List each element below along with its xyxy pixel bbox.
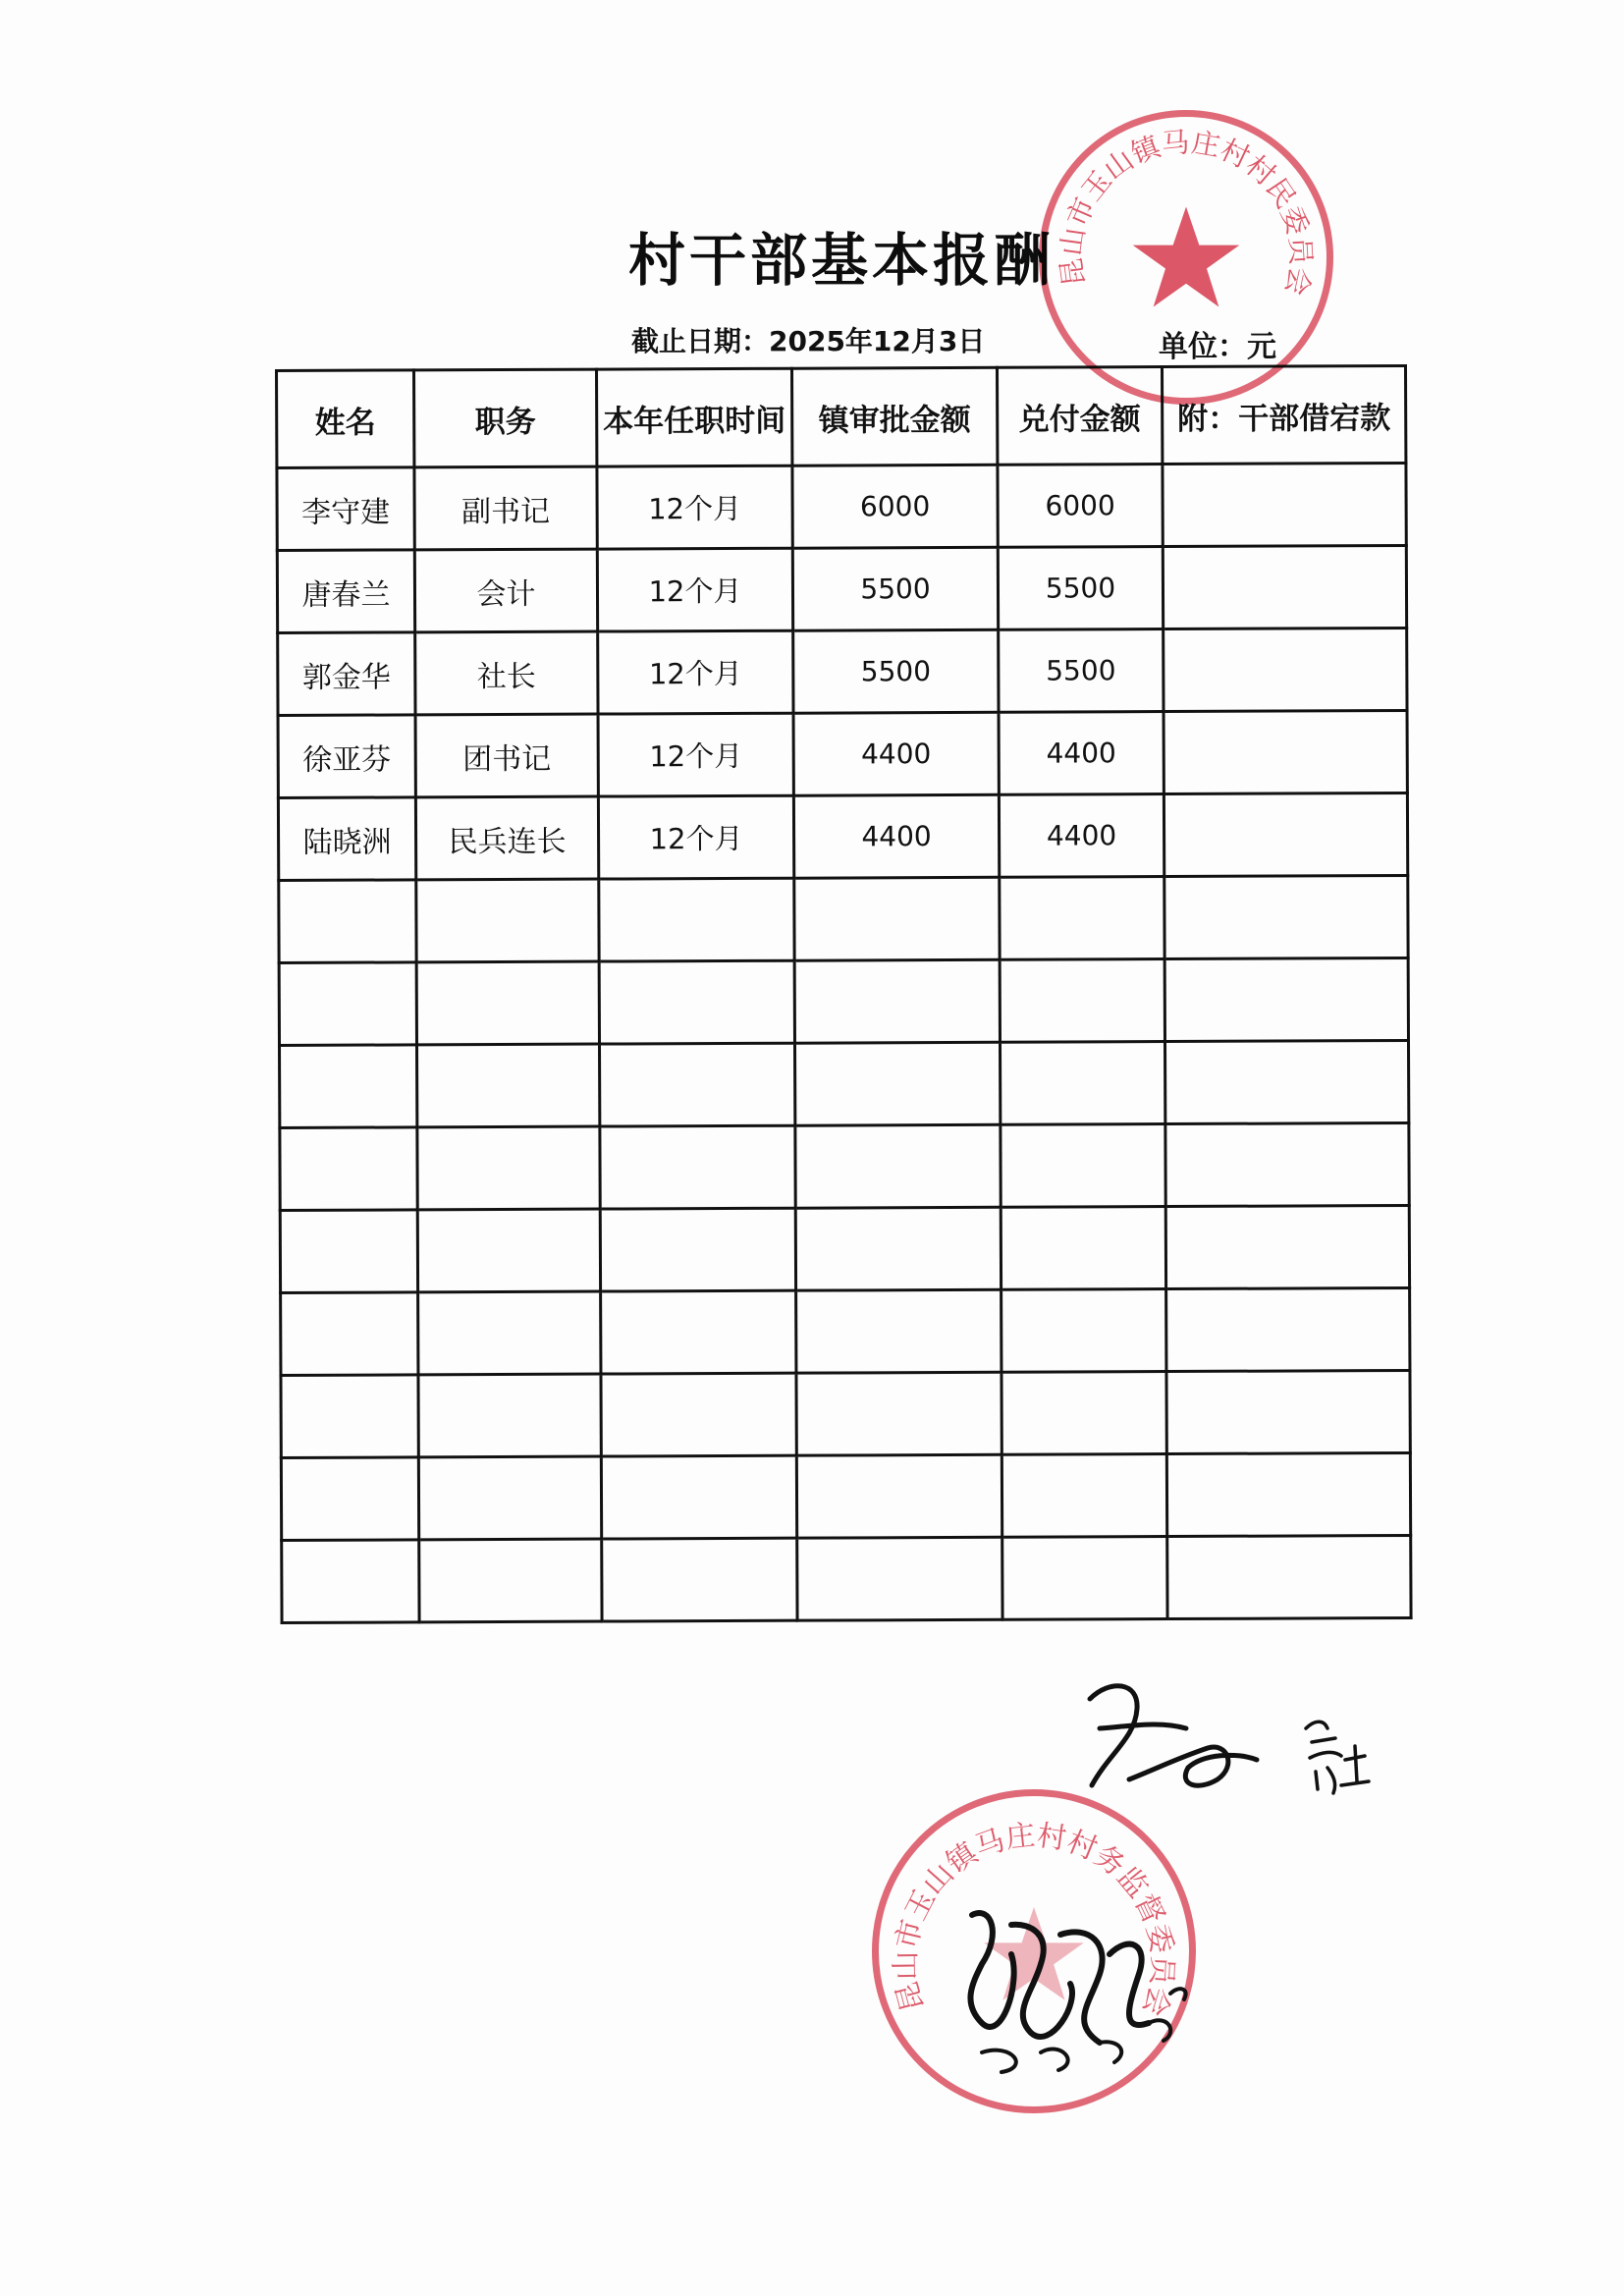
empty-cell (1001, 1124, 1165, 1208)
empty-cell (281, 1457, 418, 1541)
cell-loan (1164, 793, 1407, 876)
empty-cell (279, 880, 416, 963)
cell-name: 唐春兰 (277, 550, 414, 633)
empty-cell (1000, 959, 1164, 1043)
empty-cell (795, 1124, 1001, 1208)
cell-position: 民兵连长 (415, 796, 598, 880)
seal-graphic (1046, 117, 1326, 398)
table-row (278, 710, 1407, 797)
empty-cell (418, 1456, 601, 1540)
cell-name: 李守建 (277, 467, 414, 551)
empty-cell (602, 1538, 797, 1621)
cell-loan (1163, 545, 1406, 629)
cell-approved: 4400 (793, 794, 999, 878)
cell-term: 12个月 (597, 548, 792, 631)
empty-cell (282, 1540, 419, 1623)
empty-cell (796, 1289, 1001, 1373)
empty-cell (600, 1208, 795, 1291)
empty-cell (1166, 1287, 1410, 1371)
currency-unit: 单位：元 (1159, 330, 1276, 364)
cell-paid: 5500 (999, 629, 1164, 713)
header-term: 本年任职时间 (597, 368, 792, 466)
empty-cell (417, 1044, 600, 1127)
empty-cell (418, 1291, 601, 1375)
empty-cell (1166, 1370, 1410, 1453)
empty-cell (281, 1375, 418, 1458)
cell-approved: 5500 (792, 547, 998, 630)
cell-approved: 4400 (793, 712, 999, 795)
cell-term: 12个月 (598, 630, 793, 714)
cutoff-date: 截止日期：2025年12月3日 (631, 325, 986, 357)
table-row-empty (282, 1535, 1411, 1622)
empty-cell (281, 1292, 418, 1376)
empty-cell (794, 1042, 1000, 1125)
empty-cell (796, 1454, 1001, 1538)
empty-cell (600, 1125, 795, 1209)
cell-name: 郭金华 (278, 632, 415, 716)
document-title: 村干部基本报酬 (628, 227, 1056, 294)
empty-cell (419, 1539, 602, 1622)
village-committee-seal (1039, 110, 1333, 405)
cell-paid: 4400 (999, 794, 1164, 878)
table-row-empty (280, 1040, 1409, 1127)
empty-cell (1164, 957, 1408, 1041)
cell-paid: 6000 (998, 465, 1163, 548)
seal-text: 昆山市玉山镇马庄村村民委员会 (1054, 125, 1319, 299)
table-row-empty (280, 1205, 1409, 1292)
empty-cell (279, 962, 416, 1046)
cell-term: 12个月 (598, 795, 793, 879)
cell-paid: 5500 (998, 547, 1163, 630)
empty-cell (1001, 1454, 1166, 1538)
header-paid-amount: 兑付金额 (997, 367, 1162, 465)
table-row-empty (281, 1452, 1410, 1540)
header-name: 姓名 (277, 370, 414, 468)
table-row-empty (281, 1370, 1410, 1457)
empty-cell (416, 879, 599, 962)
cell-paid: 4400 (999, 712, 1164, 795)
empty-cell (417, 1126, 600, 1210)
empty-cell (601, 1455, 796, 1539)
cell-position: 会计 (414, 549, 597, 632)
empty-cell (1166, 1452, 1410, 1536)
empty-cell (280, 1127, 417, 1211)
signature-1 (1070, 1669, 1404, 1827)
empty-cell (796, 1372, 1001, 1455)
empty-cell (1002, 1537, 1167, 1620)
table-row (278, 793, 1407, 880)
empty-cell (280, 1045, 417, 1128)
empty-cell (795, 1207, 1001, 1290)
cell-position: 团书记 (415, 714, 598, 797)
star-icon (1133, 207, 1240, 307)
empty-cell (1165, 1205, 1409, 1288)
empty-cell (1001, 1289, 1166, 1373)
cell-term: 12个月 (597, 465, 792, 549)
empty-cell (1165, 1122, 1409, 1206)
cell-approved: 5500 (793, 629, 999, 713)
signature-2 (943, 1876, 1218, 2082)
cell-loan (1163, 463, 1406, 546)
empty-cell (280, 1210, 417, 1293)
empty-cell (599, 960, 794, 1044)
compensation-table-wrapper (275, 364, 1410, 1624)
empty-cell (1001, 1372, 1166, 1455)
seal-text: 昆山市玉山镇马庄村村务监督委员会 (888, 1817, 1181, 2021)
cell-loan (1164, 628, 1407, 711)
empty-cell (417, 1209, 600, 1292)
table-row-empty (281, 1287, 1410, 1375)
empty-cell (1164, 875, 1408, 958)
cell-name: 徐亚芬 (278, 715, 415, 798)
table-row (278, 628, 1407, 715)
header-loan: 附：干部借宕款 (1162, 365, 1405, 464)
compensation-table (275, 364, 1413, 1624)
empty-cell (600, 1043, 795, 1126)
empty-cell (599, 878, 794, 961)
cell-loan (1164, 710, 1407, 793)
header-position: 职务 (414, 369, 597, 467)
empty-cell (1167, 1535, 1411, 1618)
empty-cell (1164, 1040, 1408, 1123)
empty-cell (794, 959, 1000, 1043)
cell-position: 副书记 (414, 466, 597, 550)
cell-name: 陆晓洲 (278, 797, 415, 881)
table-row-empty (279, 957, 1408, 1045)
header-approved-amount: 镇审批金额 (792, 367, 998, 465)
empty-cell (797, 1537, 1002, 1620)
cell-term: 12个月 (598, 713, 793, 796)
empty-cell (601, 1290, 796, 1374)
cell-position: 社长 (415, 631, 598, 715)
table-row (277, 545, 1406, 632)
empty-cell (1001, 1207, 1165, 1290)
empty-cell (1000, 1042, 1164, 1125)
table-row-empty (279, 875, 1408, 962)
cell-approved: 6000 (792, 465, 998, 548)
empty-cell (794, 877, 1000, 960)
empty-cell (601, 1373, 796, 1456)
empty-cell (416, 961, 599, 1045)
empty-cell (1000, 877, 1164, 960)
table-row-empty (280, 1122, 1409, 1210)
table-row (277, 463, 1406, 550)
empty-cell (418, 1374, 601, 1457)
empty-rows-body (279, 875, 1411, 1622)
